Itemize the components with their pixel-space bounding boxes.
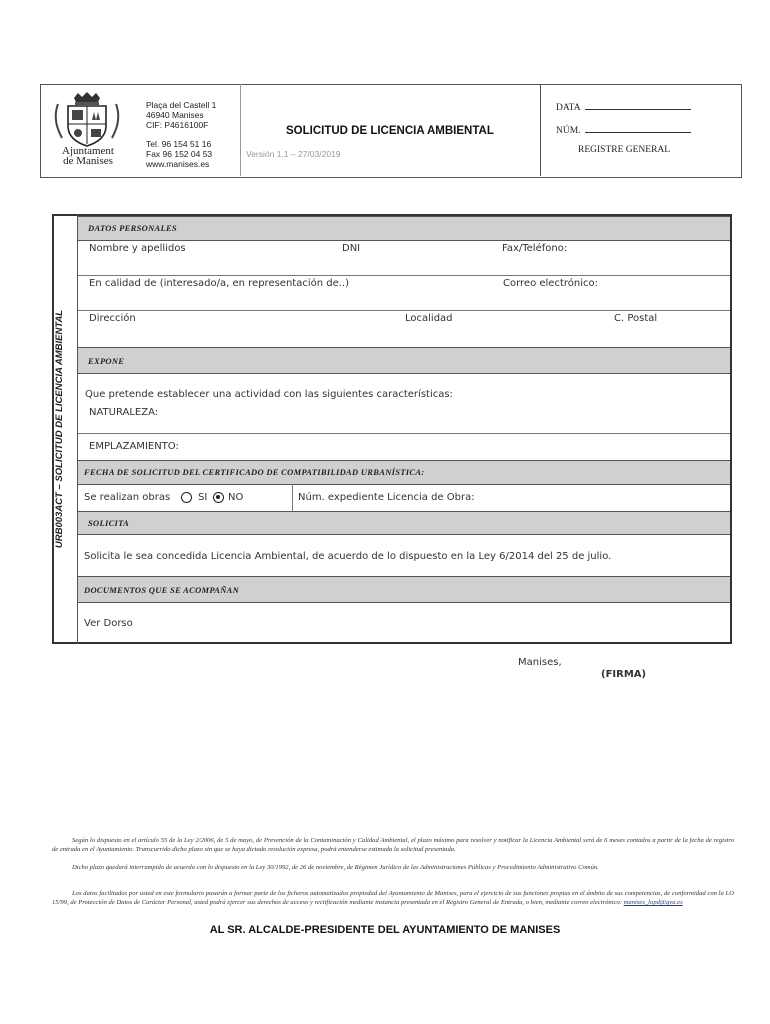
no-label: NO — [228, 492, 244, 503]
section-solicita: SOLICITA — [78, 511, 730, 535]
registre-label: REGISTRE GENERAL — [578, 145, 671, 155]
correo-label: Correo electrónico: — [503, 278, 598, 289]
nombre-label: Nombre y apellidos — [89, 243, 186, 254]
legal-paragraph-3: Los datos facilitados por usted en este formulario pasarán a formar parte de los ficheros automatizados propiedad del Ayuntamiento de Manises, para el ejercicio de sus funciones propias en el ámbito de sus competencias, de conformidad con la LO 15/99, de Protección de Datos de Carácter Personal, usted podrá ejercer sus derechos de acceso y rectificación mediante instancia presentada en el Registro General de Entrada, o bien, mediante correo electrónico: manises_lopd@gva.es — [52, 890, 734, 906]
header-divider — [240, 84, 241, 176]
direccion-label: Dirección — [89, 313, 136, 324]
direccion-field[interactable] — [78, 311, 730, 347]
signature-place: Manises, — [518, 657, 562, 668]
sidebar-label: URB003ACT – SOLICITUD DE LICENCIA AMBIENTAL — [54, 309, 65, 549]
section-fecha-certificado: FECHA DE SOLICITUD DEL CERTIFICADO DE COMPATIBILIDAD URBANÍSTICA: — [78, 460, 730, 485]
nombre-field[interactable] — [78, 241, 730, 275]
section-documentos: DOCUMENTOS QUE SE ACOMPAÑAN — [78, 576, 730, 603]
data-field[interactable]: DATA — [556, 101, 691, 113]
calidad-label: En calidad de (interesado/a, en representación de..) — [89, 278, 350, 289]
footer-addressee: AL SR. ALCALDE-PRESIDENTE DEL AYUNTAMIENTO DE MANISES — [209, 924, 561, 936]
radio-si[interactable] — [181, 492, 192, 503]
documentos-field[interactable] — [78, 604, 730, 642]
ver-dorso-text: Ver Dorso — [84, 618, 133, 629]
naturaleza-field[interactable] — [78, 375, 730, 433]
legal-paragraph-2: Dicho plazo quedará interrumpido de acuerdo con lo dispuesto en la Ley 30/1992, de 26 de noviembre, de Régimen Jurídico de las Administraciones Públicas y Procedimiento Administrativo Común. — [72, 864, 599, 871]
localidad-label: Localidad — [405, 313, 453, 324]
expediente-label: Núm. expediente Licencia de Obra: — [298, 492, 475, 503]
calidad-field[interactable] — [78, 276, 730, 310]
section-datos-personales: DATOS PERSONALES — [78, 216, 730, 241]
radio-no[interactable] — [213, 492, 224, 503]
naturaleza-label: NATURALEZA: — [89, 407, 159, 418]
num-field[interactable]: NÚM. — [556, 124, 691, 136]
cpostal-label: C. Postal — [614, 313, 658, 324]
lopd-email-link[interactable]: manises_lopd@gva.es — [623, 899, 683, 906]
emplazamiento-field[interactable] — [78, 434, 730, 460]
header-divider — [540, 84, 541, 176]
address-block: Plaça del Castell 1 46940 Manises CIF: P4616100F Tel. 96 154 51 16 Fax 96 152 04 53 www.manises.es — [146, 100, 217, 169]
pretende-text: Que pretende establecer una actividad con las siguientes características: — [85, 389, 453, 400]
fax-label: Fax/Teléfono: — [502, 243, 568, 254]
signature-label: (FIRMA) — [601, 669, 647, 680]
page-title: SOLICITUD DE LICENCIA AMBIENTAL — [286, 125, 494, 137]
solicita-text: Solicita le sea concedida Licencia Ambiental, de acuerdo de lo dispuesto en la Ley 6/2014 del 25 de julio. — [84, 551, 612, 562]
si-label: SI — [198, 492, 208, 503]
legal-paragraph-1: Según lo dispuesto en el artículo 55 de la Ley 2/2006, de 5 de mayo, de Prevención de la Contaminación y Calidad Ambiental, el plazo máximo para resolver y notificar la Licencia Ambiental será de 6 meses contados a partir de la fecha de registro de entrada en el Ayuntamiento. Transcurrido dicho plazo sin que se haya dictado resolución expresa, podrá entenderse estimada la solicitud presentada. — [52, 837, 734, 853]
expediente-field[interactable] — [293, 485, 730, 511]
dni-label: DNI — [342, 243, 361, 254]
obras-label: Se realizan obras — [84, 492, 171, 503]
logo-text: Ajuntament de Manises — [62, 145, 114, 167]
section-expone: EXPONE — [78, 347, 730, 374]
version-label: Versión 1.1 – 27/03/2019 — [246, 149, 341, 159]
emplazamiento-label: EMPLAZAMIENTO: — [89, 441, 179, 452]
